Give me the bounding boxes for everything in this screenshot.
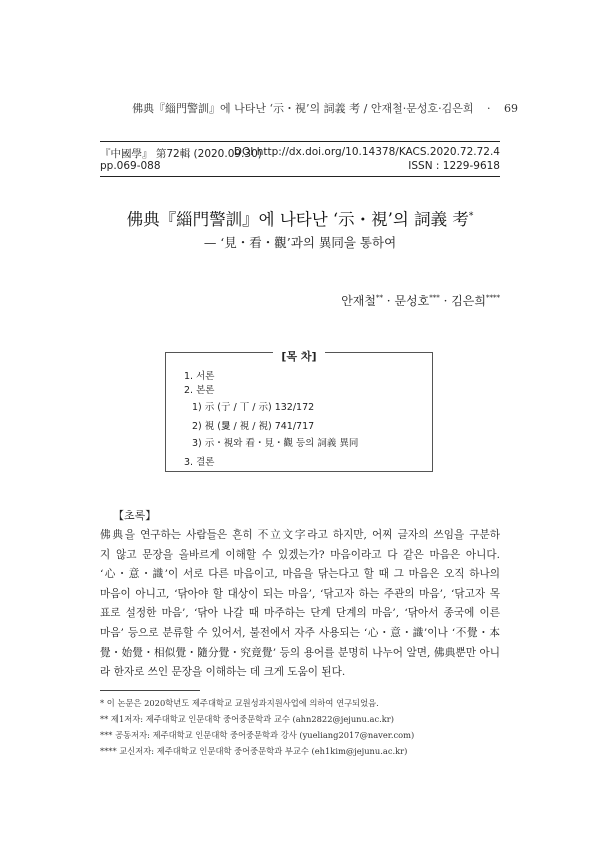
doi-link[interactable]: DOI http://dx.doi.org/10.14378/KACS.2020.72.72.4 — [233, 146, 500, 158]
toc-item[interactable]: 3. 결론 — [184, 457, 215, 468]
abstract-line: 마음이 아니고, ‘닦아야 할 대상이 되는 마음’, ‘닦고자 하는 주관의 마음’, ‘닦고자 목 — [100, 587, 500, 600]
toc-heading: [목 차] — [273, 350, 324, 363]
author-separator: · — [386, 294, 391, 308]
header-rule-top — [100, 141, 500, 142]
abstract-line: ‘心・意・識’이 서로 다른 마음이고, 마음을 닦는다고 할 때 그 마음은 오직 하나의 — [100, 568, 500, 581]
author-mark: *** — [429, 294, 440, 302]
footnote: *** 공동저자: 제주대학교 인문대학 중어중문학과 강사 (yueliang2017@naver.com) — [100, 730, 415, 740]
author-name: 김은희 — [451, 294, 486, 308]
title-footnote-mark: * — [468, 211, 474, 222]
author-name: 안재철 — [341, 294, 376, 308]
footnote: ** 제1저자: 제주대학교 인문대학 중어중문학과 교수 (ahn2822@jejunu.ac.kr) — [100, 714, 394, 724]
abstract-line: 마음’ 등으로 분류할 수 있어서, 불전에서 자주 사용되는 ‘心・意・識’이나 ‘不覺・本 — [100, 626, 500, 639]
page-number: 69 — [504, 102, 518, 115]
footnote-rule — [100, 690, 200, 691]
abstract-line: 佛典을 연구하는 사람들은 흔히 不立文字라고 하지만, 어찌 글자의 쓰임을 구분하 — [100, 529, 500, 541]
abstract-line: 覺・始覺・相似覺・隨分覺・究竟覺’ 등의 용어를 분명히 나누어 알면, 佛典뿐만 아니 — [100, 646, 500, 659]
author-name: 문성호 — [394, 294, 430, 308]
running-head — [132, 100, 518, 116]
toc-item[interactable]: 2) 視 (𥄎 / 視 / 視) 741/717 — [192, 421, 315, 432]
running-head-text: 佛典『緇門警訓』에 나타난 ‘示・視’의 詞義 考 / 안재철·문성호·김은희 — [132, 102, 474, 115]
author-mark: ** — [375, 294, 383, 302]
abstract-body — [100, 526, 500, 683]
page-range: pp.069-088 — [100, 160, 161, 172]
toc-item[interactable]: 2. 본론 — [184, 385, 215, 396]
table-of-contents — [165, 352, 433, 472]
toc-item[interactable]: 1) 示 (亍 / 丅 / 示) 132/172 — [192, 402, 315, 413]
abstract-line: 표로 설정한 마음’, ‘닦아 나갈 때 마주하는 단계 단계의 마음’, ‘닦아서 종국에 이른 — [100, 607, 500, 620]
toc-heading-wrap — [166, 345, 432, 364]
title-text: 佛典『緇門警訓』에 나타난 ‘示・視’의 詞義 考 — [126, 210, 469, 229]
author-list — [341, 292, 500, 309]
author-mark: **** — [486, 294, 500, 302]
abstract-line: 지 않고 문장을 올바르게 이해할 수 있겠는가? 마음이라고 다 같은 마음은 아니다. — [100, 548, 500, 561]
footnote: * 이 논문은 2020학년도 제주대학교 교원성과지원사업에 의하여 연구되었음. — [100, 698, 379, 708]
toc-item[interactable]: 1. 서론 — [184, 371, 215, 382]
paper-title — [100, 206, 500, 230]
running-head-separator: · — [487, 102, 491, 115]
abstract-line: 라 한자로 쓰인 문장을 이해하는 데 크게 도움이 된다. — [100, 666, 346, 679]
abstract-label: 【초록】 — [113, 509, 157, 522]
toc-item[interactable]: 3) 示・視와 看・見・觀 등의 詞義 異同 — [192, 438, 359, 449]
footnote: **** 교신저자: 제주대학교 인문대학 중어중문학과 부교수 (eh1kim@jejunu.ac.kr) — [100, 746, 408, 756]
author-separator: · — [443, 294, 448, 308]
header-rule-bottom — [100, 176, 500, 177]
paper-subtitle: — ‘見・看・觀’과의 異同을 통하여 — [203, 235, 397, 250]
issn: ISSN : 1229-9618 — [408, 160, 500, 172]
journal-citation: 『中國學』 第72輯 (2020.09.30) — [100, 148, 262, 160]
